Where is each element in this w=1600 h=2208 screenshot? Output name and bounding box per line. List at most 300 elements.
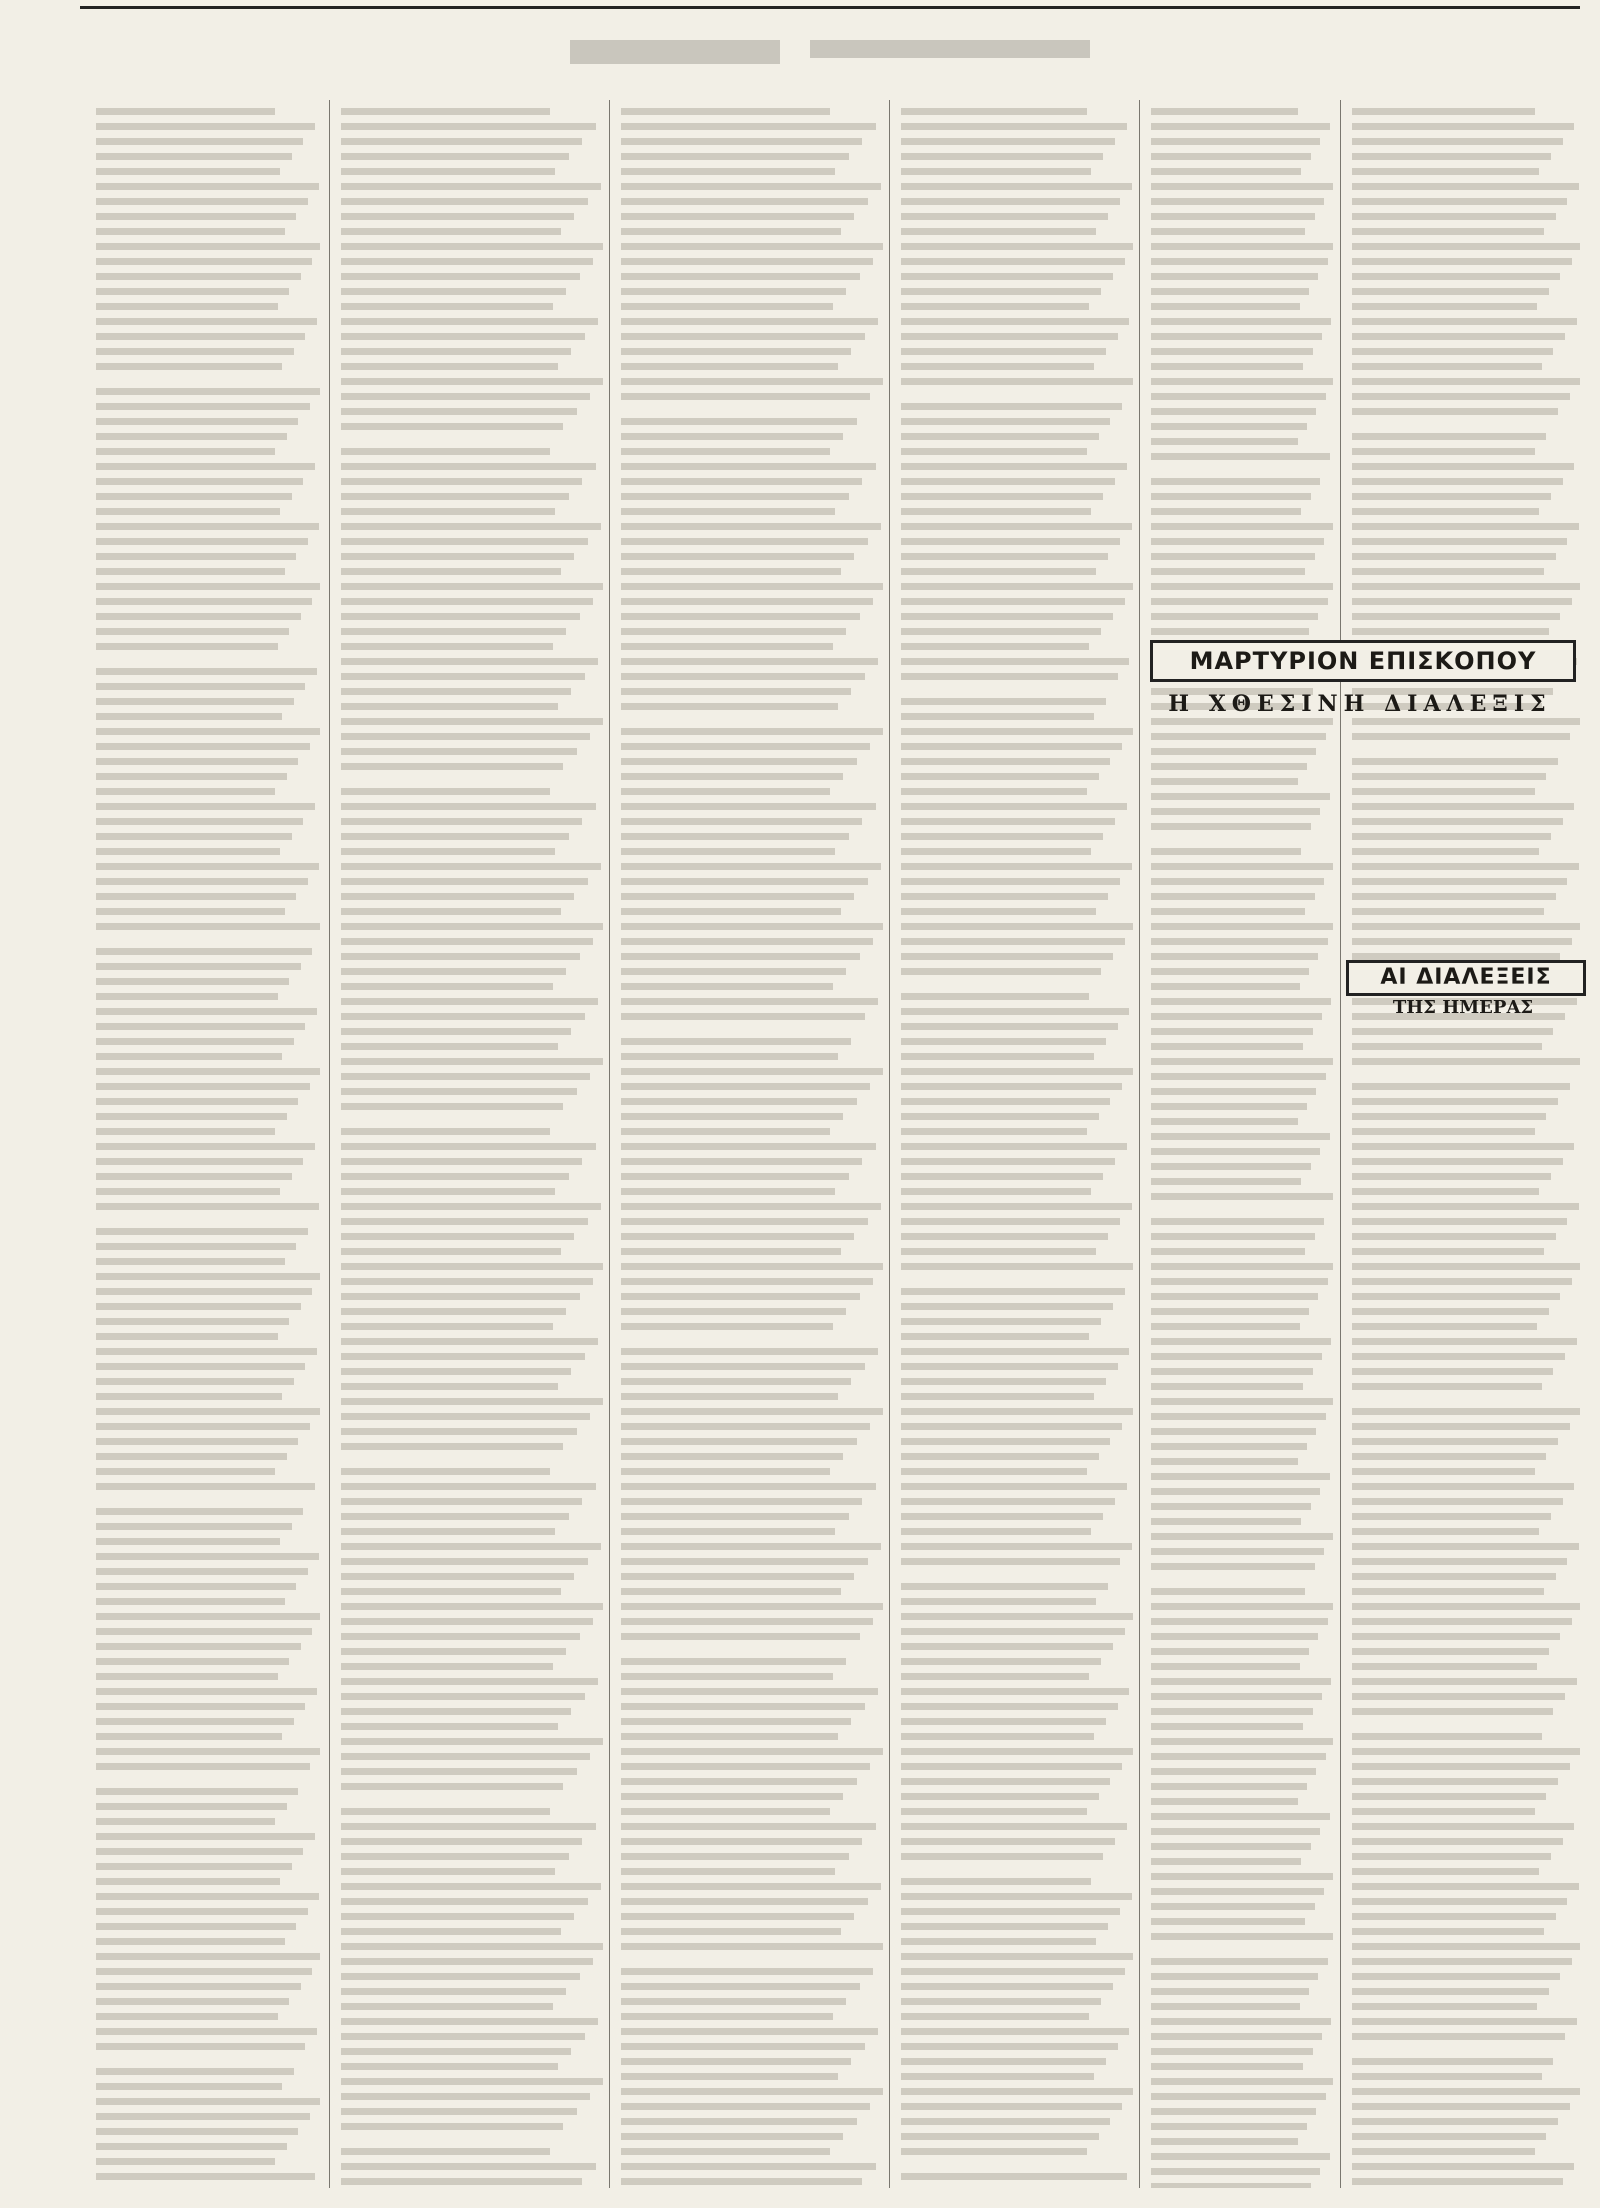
- text-line-placeholder: [96, 1748, 320, 1755]
- text-line-placeholder: [621, 1603, 883, 1610]
- text-line-placeholder: [901, 743, 1122, 750]
- text-line-placeholder: [1352, 1588, 1544, 1595]
- text-line-placeholder: [1352, 2103, 1570, 2110]
- column-rule: [889, 100, 890, 2188]
- text-line-placeholder: [901, 1688, 1129, 1695]
- text-line-placeholder: [621, 818, 862, 825]
- text-line-placeholder: [1352, 1823, 1574, 1830]
- text-line-placeholder: [96, 2143, 287, 2150]
- text-line-placeholder: [341, 1693, 585, 1700]
- text-line-placeholder: [96, 803, 315, 810]
- text-line-placeholder: [96, 1098, 298, 1105]
- text-line-placeholder: [621, 643, 833, 650]
- text-line-placeholder: [341, 1588, 561, 1595]
- text-line-placeholder: [96, 1673, 278, 1680]
- text-line-placeholder: [1352, 953, 1560, 960]
- text-line-placeholder: [341, 878, 588, 885]
- text-line-placeholder: [96, 1143, 315, 1150]
- text-line-placeholder: [341, 228, 561, 235]
- heading-tis-imeras: ΤΗΣ ΗΜΕΡΑΣ: [1392, 997, 1534, 1018]
- text-line-placeholder: [1352, 198, 1567, 205]
- text-line-placeholder: [341, 1498, 582, 1505]
- text-line-placeholder: [1151, 1163, 1311, 1170]
- text-line-placeholder: [1151, 228, 1305, 235]
- text-line-placeholder: [1352, 2018, 1577, 2025]
- text-line-placeholder: [901, 1303, 1113, 1310]
- text-line-placeholder: [341, 788, 550, 795]
- text-line-placeholder: [901, 2103, 1122, 2110]
- text-line-placeholder: [1352, 1558, 1567, 1565]
- text-line-placeholder: [621, 198, 868, 205]
- text-line-placeholder: [96, 1188, 280, 1195]
- text-column-3: [615, 100, 883, 2188]
- text-line-placeholder: [341, 583, 603, 590]
- text-line-placeholder: [901, 523, 1132, 530]
- text-line-placeholder: [901, 1733, 1094, 1740]
- text-line-placeholder: [1151, 1603, 1333, 1610]
- text-line-placeholder: [621, 1943, 883, 1950]
- text-line-placeholder: [1352, 183, 1579, 190]
- text-line-placeholder: [1151, 408, 1316, 415]
- text-line-placeholder: [1151, 2063, 1303, 2070]
- text-line-placeholder: [1352, 1423, 1570, 1430]
- text-line-placeholder: [96, 1733, 282, 1740]
- text-line-placeholder: [621, 583, 883, 590]
- text-line-placeholder: [901, 2133, 1099, 2140]
- text-line-placeholder: [1352, 1143, 1574, 1150]
- text-line-placeholder: [341, 968, 566, 975]
- text-line-placeholder: [96, 1908, 308, 1915]
- text-line-placeholder: [341, 348, 571, 355]
- text-line-placeholder: [341, 1278, 593, 1285]
- text-line-placeholder: [341, 1188, 555, 1195]
- text-line-placeholder: [1352, 2003, 1537, 2010]
- text-line-placeholder: [901, 613, 1113, 620]
- text-line-placeholder: [621, 2118, 857, 2125]
- text-line-placeholder: [901, 333, 1118, 340]
- text-line-placeholder: [621, 2013, 833, 2020]
- text-line-placeholder: [96, 1628, 312, 1635]
- text-line-placeholder: [96, 258, 312, 265]
- text-line-placeholder: [341, 2048, 571, 2055]
- text-line-placeholder: [1151, 583, 1333, 590]
- text-line-placeholder: [1352, 923, 1580, 930]
- text-line-placeholder: [341, 198, 588, 205]
- text-line-placeholder: [901, 363, 1094, 370]
- text-line-placeholder: [1352, 1453, 1546, 1460]
- text-line-placeholder: [1151, 878, 1324, 885]
- text-line-placeholder: [1352, 1233, 1556, 1240]
- text-line-placeholder: [341, 1513, 569, 1520]
- text-line-placeholder: [1352, 1633, 1560, 1640]
- text-line-placeholder: [1352, 1188, 1539, 1195]
- text-line-placeholder: [1151, 1843, 1311, 1850]
- text-line-placeholder: [96, 1173, 292, 1180]
- text-line-placeholder: [1151, 2003, 1300, 2010]
- text-line-placeholder: [621, 1348, 878, 1355]
- text-line-placeholder: [901, 1613, 1133, 1620]
- text-line-placeholder: [96, 1008, 317, 1015]
- text-line-placeholder: [1151, 1813, 1330, 1820]
- text-line-placeholder: [341, 318, 598, 325]
- text-line-placeholder: [1352, 1058, 1580, 1065]
- text-line-placeholder: [901, 433, 1099, 440]
- text-line-placeholder: [341, 2123, 563, 2130]
- text-line-placeholder: [1352, 303, 1537, 310]
- text-line-placeholder: [1151, 598, 1328, 605]
- text-line-placeholder: [96, 1068, 320, 1075]
- text-line-placeholder: [1352, 1648, 1549, 1655]
- text-line-placeholder: [1352, 1158, 1563, 1165]
- text-line-placeholder: [621, 2058, 851, 2065]
- text-line-placeholder: [341, 333, 585, 340]
- text-line-placeholder: [1352, 288, 1549, 295]
- text-line-placeholder: [621, 983, 833, 990]
- text-line-placeholder: [96, 2158, 275, 2165]
- text-line-placeholder: [96, 288, 289, 295]
- text-line-placeholder: [341, 378, 603, 385]
- text-line-placeholder: [96, 1553, 319, 1560]
- text-line-placeholder: [621, 363, 838, 370]
- text-line-placeholder: [341, 1143, 596, 1150]
- text-line-placeholder: [1352, 908, 1544, 915]
- text-line-placeholder: [1352, 758, 1558, 765]
- text-line-placeholder: [1151, 1888, 1324, 1895]
- text-line-placeholder: [1151, 153, 1311, 160]
- text-line-placeholder: [621, 393, 870, 400]
- text-line-placeholder: [621, 1278, 873, 1285]
- text-line-placeholder: [621, 1573, 854, 1580]
- text-line-placeholder: [96, 1378, 294, 1385]
- text-line-placeholder: [901, 198, 1120, 205]
- text-line-placeholder: [1352, 613, 1560, 620]
- text-line-placeholder: [96, 1333, 278, 1340]
- text-line-placeholder: [96, 613, 301, 620]
- text-line-placeholder: [1352, 408, 1558, 415]
- masthead-smudge: [810, 40, 1090, 58]
- text-line-placeholder: [341, 288, 566, 295]
- text-line-placeholder: [901, 2028, 1129, 2035]
- heading-martyrion-episkopou: ΜΑΡΤΥΡΙΟΝ ΕΠΙΣΚΟΠΟΥ: [1150, 640, 1576, 682]
- text-line-placeholder: [1151, 1073, 1326, 1080]
- text-line-placeholder: [621, 1173, 849, 1180]
- text-line-placeholder: [341, 1898, 588, 1905]
- text-line-placeholder: [1151, 848, 1301, 855]
- text-line-placeholder: [901, 1983, 1113, 1990]
- text-line-placeholder: [96, 743, 310, 750]
- text-line-placeholder: [341, 643, 553, 650]
- text-line-placeholder: [621, 848, 835, 855]
- text-line-placeholder: [1151, 1443, 1307, 1450]
- text-line-placeholder: [96, 1613, 320, 1620]
- text-line-placeholder: [901, 1023, 1118, 1030]
- text-line-placeholder: [621, 1098, 857, 1105]
- text-line-placeholder: [621, 1558, 868, 1565]
- text-line-placeholder: [1151, 523, 1333, 530]
- text-line-placeholder: [1352, 1248, 1544, 1255]
- text-line-placeholder: [341, 1603, 603, 1610]
- text-line-placeholder: [96, 2028, 317, 2035]
- text-line-placeholder: [621, 1808, 830, 1815]
- text-line-placeholder: [1151, 508, 1301, 515]
- text-line-placeholder: [1352, 153, 1551, 160]
- text-line-placeholder: [341, 1573, 574, 1580]
- text-line-placeholder: [1352, 538, 1567, 545]
- text-line-placeholder: [341, 1823, 596, 1830]
- text-line-placeholder: [901, 698, 1106, 705]
- text-line-placeholder: [621, 2088, 883, 2095]
- text-line-placeholder: [341, 538, 588, 545]
- text-line-placeholder: [96, 138, 303, 145]
- text-line-placeholder: [96, 1363, 305, 1370]
- text-line-placeholder: [96, 668, 317, 675]
- text-line-placeholder: [901, 168, 1091, 175]
- text-line-placeholder: [901, 628, 1101, 635]
- text-line-placeholder: [901, 863, 1132, 870]
- text-line-placeholder: [1151, 1548, 1324, 1555]
- text-line-placeholder: [1352, 1943, 1580, 1950]
- text-line-placeholder: [341, 493, 569, 500]
- text-line-placeholder: [901, 1318, 1101, 1325]
- text-line-placeholder: [1352, 138, 1563, 145]
- text-line-placeholder: [96, 698, 294, 705]
- text-line-placeholder: [621, 1588, 841, 1595]
- text-line-placeholder: [1151, 2078, 1333, 2085]
- text-line-placeholder: [341, 1323, 553, 1330]
- text-line-placeholder: [96, 728, 320, 735]
- text-line-placeholder: [621, 493, 849, 500]
- text-line-placeholder: [341, 1928, 561, 1935]
- text-line-placeholder: [621, 1898, 868, 1905]
- text-line-placeholder: [96, 1893, 319, 1900]
- text-line-placeholder: [1151, 953, 1318, 960]
- text-line-placeholder: [341, 763, 563, 770]
- text-line-placeholder: [1151, 243, 1333, 250]
- text-line-placeholder: [1352, 1513, 1551, 1520]
- text-line-placeholder: [1151, 1383, 1303, 1390]
- text-line-placeholder: [901, 418, 1110, 425]
- text-line-placeholder: [341, 1738, 603, 1745]
- text-line-placeholder: [1151, 1293, 1318, 1300]
- text-line-placeholder: [621, 1378, 851, 1385]
- text-line-placeholder: [1151, 1118, 1298, 1125]
- text-line-placeholder: [341, 448, 550, 455]
- text-line-placeholder: [621, 1188, 835, 1195]
- text-line-placeholder: [901, 1998, 1101, 2005]
- text-line-placeholder: [96, 568, 285, 575]
- text-line-placeholder: [1151, 2138, 1298, 2145]
- text-line-placeholder: [621, 1248, 841, 1255]
- text-line-placeholder: [901, 273, 1113, 280]
- text-line-placeholder: [1352, 433, 1546, 440]
- text-line-placeholder: [1151, 318, 1331, 325]
- text-line-placeholder: [901, 2088, 1133, 2095]
- text-line-placeholder: [341, 863, 601, 870]
- text-line-placeholder: [901, 598, 1125, 605]
- text-line-placeholder: [96, 1393, 282, 1400]
- text-line-placeholder: [1352, 1678, 1577, 1685]
- text-line-placeholder: [341, 833, 569, 840]
- text-line-placeholder: [1151, 1193, 1333, 1200]
- text-line-placeholder: [96, 333, 305, 340]
- text-line-placeholder: [621, 968, 846, 975]
- text-line-placeholder: [96, 523, 319, 530]
- text-line-placeholder: [1151, 1413, 1326, 1420]
- text-line-placeholder: [621, 728, 883, 735]
- text-line-placeholder: [621, 1068, 883, 1075]
- text-line-placeholder: [96, 1803, 287, 1810]
- text-line-placeholder: [341, 1528, 555, 1535]
- text-line-placeholder: [341, 1128, 550, 1135]
- text-line-placeholder: [901, 1763, 1122, 1770]
- text-line-placeholder: [96, 1258, 285, 1265]
- text-line-placeholder: [341, 1353, 585, 1360]
- text-line-placeholder: [1352, 1203, 1579, 1210]
- text-line-placeholder: [1151, 1903, 1315, 1910]
- text-line-placeholder: [96, 318, 317, 325]
- text-line-placeholder: [341, 2148, 550, 2155]
- text-line-placeholder: [1151, 1768, 1316, 1775]
- text-line-placeholder: [621, 1968, 873, 1975]
- text-line-placeholder: [621, 108, 830, 115]
- text-line-placeholder: [1352, 583, 1580, 590]
- text-line-placeholder: [96, 433, 287, 440]
- text-line-placeholder: [1352, 2073, 1542, 2080]
- masthead-smudge: [570, 40, 780, 64]
- text-line-placeholder: [621, 998, 878, 1005]
- text-line-placeholder: [901, 448, 1087, 455]
- text-line-placeholder: [901, 1188, 1091, 1195]
- text-line-placeholder: [1151, 423, 1307, 430]
- text-line-placeholder: [621, 1113, 843, 1120]
- text-line-placeholder: [621, 2163, 876, 2170]
- text-line-placeholder: [1151, 1663, 1300, 1670]
- text-line-placeholder: [621, 743, 870, 750]
- text-line-placeholder: [96, 303, 278, 310]
- text-line-placeholder: [901, 1838, 1115, 1845]
- text-line-placeholder: [341, 688, 571, 695]
- text-line-placeholder: [96, 1288, 312, 1295]
- text-line-placeholder: [1352, 1528, 1539, 1535]
- text-line-placeholder: [96, 403, 310, 410]
- text-line-placeholder: [96, 1983, 301, 1990]
- text-line-placeholder: [901, 258, 1125, 265]
- text-line-placeholder: [621, 318, 878, 325]
- text-line-placeholder: [341, 153, 569, 160]
- text-line-placeholder: [96, 1273, 320, 1280]
- text-line-placeholder: [341, 1633, 580, 1640]
- text-line-placeholder: [1352, 2148, 1535, 2155]
- text-line-placeholder: [901, 1583, 1108, 1590]
- text-line-placeholder: [901, 138, 1115, 145]
- text-line-placeholder: [1151, 1248, 1305, 1255]
- text-line-placeholder: [1352, 1218, 1567, 1225]
- text-line-placeholder: [901, 878, 1120, 885]
- text-line-placeholder: [1151, 908, 1305, 915]
- text-line-placeholder: [901, 953, 1113, 960]
- text-line-placeholder: [901, 1128, 1087, 1135]
- text-line-placeholder: [1151, 1988, 1309, 1995]
- text-line-placeholder: [901, 463, 1127, 470]
- top-rule: [80, 6, 1580, 9]
- text-line-placeholder: [1352, 1793, 1546, 1800]
- text-line-placeholder: [1151, 1618, 1328, 1625]
- text-line-placeholder: [901, 728, 1133, 735]
- text-line-placeholder: [621, 1748, 883, 1755]
- text-line-placeholder: [1352, 568, 1544, 575]
- text-line-placeholder: [621, 1158, 862, 1165]
- text-line-placeholder: [96, 2068, 294, 2075]
- text-line-placeholder: [1151, 1648, 1309, 1655]
- text-line-placeholder: [1352, 1368, 1553, 1375]
- text-line-placeholder: [96, 878, 308, 885]
- text-line-placeholder: [621, 1128, 830, 1135]
- text-line-placeholder: [341, 1678, 598, 1685]
- text-line-placeholder: [96, 1833, 315, 1840]
- text-line-placeholder: [96, 478, 303, 485]
- text-line-placeholder: [621, 2073, 838, 2080]
- text-line-placeholder: [341, 1783, 563, 1790]
- text-line-placeholder: [96, 1583, 296, 1590]
- text-line-placeholder: [901, 1628, 1125, 1635]
- text-line-placeholder: [621, 168, 835, 175]
- text-line-placeholder: [96, 1113, 287, 1120]
- text-line-placeholder: [1151, 1103, 1307, 1110]
- text-line-placeholder: [901, 1893, 1132, 1900]
- text-line-placeholder: [901, 1143, 1127, 1150]
- text-line-placeholder: [621, 938, 873, 945]
- text-line-placeholder: [1151, 1263, 1333, 1270]
- text-line-placeholder: [1352, 553, 1556, 560]
- text-line-placeholder: [1352, 523, 1579, 530]
- text-line-placeholder: [96, 168, 280, 175]
- text-line-placeholder: [341, 1103, 563, 1110]
- text-line-placeholder: [621, 803, 876, 810]
- text-line-placeholder: [1151, 1323, 1300, 1330]
- text-line-placeholder: [341, 1558, 588, 1565]
- text-line-placeholder: [341, 123, 596, 130]
- text-line-placeholder: [621, 568, 841, 575]
- text-line-placeholder: [901, 923, 1133, 930]
- text-line-placeholder: [96, 1848, 303, 1855]
- text-line-placeholder: [621, 1233, 854, 1240]
- text-line-placeholder: [1151, 1473, 1330, 1480]
- text-line-placeholder: [901, 378, 1133, 385]
- text-line-placeholder: [96, 948, 312, 955]
- text-line-placeholder: [901, 123, 1127, 130]
- text-line-placeholder: [341, 1203, 601, 1210]
- text-line-placeholder: [1352, 1043, 1542, 1050]
- text-line-placeholder: [96, 773, 287, 780]
- text-line-placeholder: [96, 1688, 317, 1695]
- text-line-placeholder: [341, 733, 590, 740]
- text-line-placeholder: [1151, 2123, 1307, 2130]
- text-line-placeholder: [621, 1408, 883, 1415]
- text-line-placeholder: [96, 1998, 289, 2005]
- text-line-placeholder: [1352, 803, 1574, 810]
- text-line-placeholder: [1352, 863, 1579, 870]
- text-line-placeholder: [621, 1913, 854, 1920]
- text-line-placeholder: [621, 2043, 865, 2050]
- text-line-placeholder: [96, 833, 292, 840]
- text-line-placeholder: [341, 1218, 588, 1225]
- text-line-placeholder: [901, 1718, 1106, 1725]
- text-line-placeholder: [621, 1363, 865, 1370]
- text-line-placeholder: [901, 1233, 1108, 1240]
- text-line-placeholder: [96, 963, 301, 970]
- text-line-placeholder: [1151, 108, 1298, 115]
- text-line-placeholder: [621, 833, 849, 840]
